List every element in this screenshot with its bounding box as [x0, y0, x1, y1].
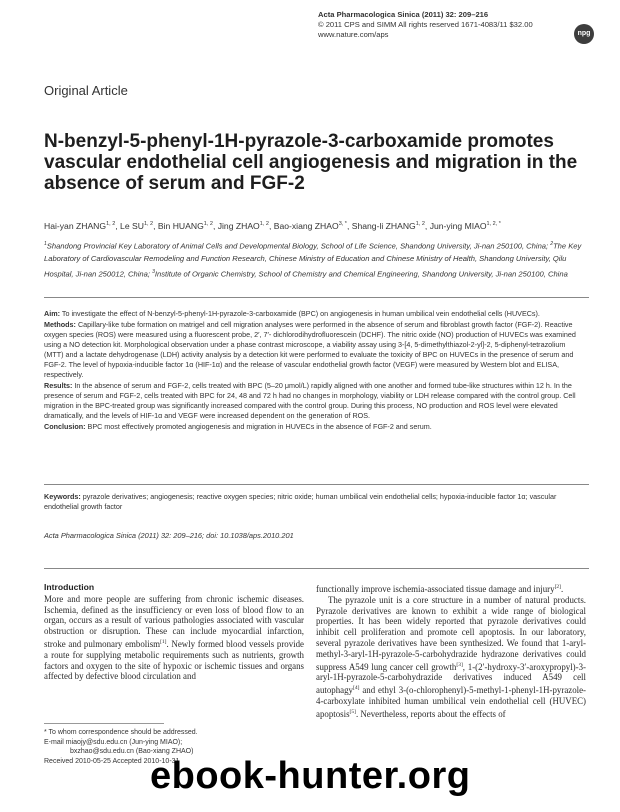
email-1[interactable]: E-mail miaojy@sdu.edu.cn (Jun-ying MIAO); — [44, 738, 183, 746]
keywords-text: pyrazole derivatives; angiogenesis; reactive oxygen species; nitric oxide; human umbilical vein endothelial cells; hypoxia-inducible factor 1α; vascular endothelial growth factor — [44, 492, 557, 511]
conclusion-text: BPC most effectively promoted angiogenesis and migration in HUVECs in the absence of FGF-2 and serum. — [85, 422, 432, 431]
affiliations: $^1$Shandong Provincial Key Laboratory of Animal Cells and Developmental Biology, School of Life Science, Shandong University, Ji-nan 250100, China; $^2$The Key Laboratory of Cardiovascular Remodeling and Function Research, Chinese Ministry of Education and Chinese Ministry of Health, Shandong University, Qilu Hospital, Ji-nan 250012, China; $^3$Institute of Organic Chemistry, School of Chemistry and Chemical Engineering, Shandong University, Ji-nan 250100, China — [44, 241, 582, 279]
author: Bin HUANG — [157, 220, 204, 231]
email-2[interactable]: bxzhao@sdu.edu.cn (Bao-xiang ZHAO) — [70, 748, 194, 755]
reference[interactable]: [2] — [554, 584, 561, 590]
aim-label: Aim: — [44, 309, 60, 318]
aim-text: To investigate the effect of N-benzyl-5-phenyl-1H-pyrazole-3-carboxamide (BPC) on angiogenesis in human umbilical vein endothelial cells (HUVECs). — [59, 309, 540, 318]
section-label: Original Article — [44, 83, 128, 98]
reference[interactable]: [4] — [352, 685, 360, 692]
correspondence-note: * To whom correspondence should be addressed. — [44, 729, 198, 736]
affiliation-3: Institute of Organic Chemistry, School of Chemistry and Chemical Engineering, Shandong University, Ji-nan 250100, China — [154, 269, 568, 279]
conclusion-label: Conclusion: — [44, 422, 86, 431]
results-text: In the absence of serum and FGF-2, cells treated with BPC (5–20 μmol/L) rapidly aligned with one another and formed tube-like structures within 12 h. In the presence of serum and FGF-2, cells treated with BPC for 24, 48 and 72 h had no changes in morphology, viability or LDH release compared with the control group. Cell migration in the BPC-treated group was significantly increased compared with the control group. During this process, NO production and ROS level were elevated dramatically, and the levels of HIF-1α and VEGF were increased dependent on the generation of ROS. — [44, 381, 576, 420]
author: Jun-ying MIAO — [429, 220, 487, 231]
copyright-line: © 2011 CPS and SIMM All rights reserved 1671-4083/11 $32.00 — [318, 20, 533, 29]
abstract — [44, 309, 586, 433]
citation-line: Acta Pharmacologica Sinica (2011) 32: 209–216; doi: 10.1038/aps.2010.201 — [44, 531, 294, 540]
divider — [44, 297, 589, 298]
keywords-label: Keywords: — [44, 492, 81, 501]
paragraph: The pyrazole unit is a core structure in a number of natural products. Pyrazole derivatives are known to exhibit a wide range of biological properties. It has been widely reported that pyrazole derivatives could inhibit cell proliferation and promote cell apoptosis. In our laboratory, several pyrazole derivatives have been synthesized. We found that 1-aryl-methyl-3-aryl-1H-pyrazole-5-carbohydrazide hydrazone derivatives could suppress A549 lung cancer cell growth[3], 1-(2′-hydroxy-3′-aroxypropyl)-3-aryl-1H-pyrazole-5-carbohydrazide derivatives induced A549 cell autophagy[4] and ethyl 3-(o-chlorophenyl)-5-methyl-1-phenyl-1H-pyrazole-4-carboxylate inhibited human umbilical vein endothelial cell (HUVEC) apoptosis[5]. Nevertheless, reports about the effects of — [316, 594, 586, 719]
divider — [44, 568, 589, 569]
keywords — [44, 492, 584, 512]
methods-text: Capillary-like tube formation on matrigel and cell migration analyses were performed in the absence of serum and fibroblast growth factor (FGF-2). Reactive oxygen species (ROS) were measured using a fluorescent probe, 2′, 7′- dichlorodihydrofluorescein (DCHF). The nitric oxide (NO) production of HUVECs was examined using a NO detection kit. Morphological observation under a phase contrast microscope, a viability assay using 3-[4, 5-dimethylthiazol-2-yl]-2, 5-diphenyl-tetrazolium (MTT) and a lactate dehydrogenase (LDH) activity analysis by a detection kit were performed to evaluate the toxicity of BPC on HUVECs in the presence of serum and FGF-2. The level of hypoxia-inducible factor 1α (HIF-1α) and the release of vascular endothelial growth factor (VEGF) were measured by Western blot and ELISA, respectively. — [44, 320, 576, 379]
received-dates: Received 2010-05-25 Accepted 2010-10-31 — [44, 757, 180, 765]
journal-url[interactable]: www.nature.com/aps — [318, 30, 389, 39]
author: Hai-yan ZHANG — [44, 220, 107, 231]
section-heading: Introduction — [44, 582, 95, 592]
author: Shang-li ZHANG — [351, 220, 416, 231]
paragraph: functionally improve ischemia-associated tissue damage and injury[2]. — [316, 583, 564, 594]
divider — [44, 484, 589, 485]
author: Bao-xiang ZHAO — [273, 220, 339, 231]
footnote-divider — [44, 723, 164, 724]
body-column-right — [316, 582, 586, 719]
affiliation-1: Shandong Provincial Key Laboratory of Animal Cells and Developmental Biology, School of Life Science, Shandong University, Ji-nan 250100, China; — [46, 241, 551, 251]
watermark-text: ebook-hunter.org — [150, 755, 471, 797]
results-label: Results: — [44, 381, 73, 390]
journal-header — [318, 10, 533, 40]
article-title: N-benzyl-5-phenyl-1H-pyrazole-3-carboxamide promotes vascular endothelial cell angiogenesis and migration in the absence of serum and FGF-2 — [44, 131, 578, 194]
reference[interactable]: [3] — [456, 661, 463, 668]
author-list: Hai-yan ZHANG$^{1, 2}$, Le SU$^{1, 2}$, Bin HUANG$^{1, 2}$, Jing ZHAO$^{1, 2}$, Bao-xiang $ZHAO^{3, *}$, Shang-li ZHANG$^{1, 2}$, Jun-ying $MIAO^{1, 2, *}$ — [44, 220, 501, 231]
reference[interactable]: [1] — [160, 638, 167, 645]
paragraph: More and more people are suffering from chronic ischemic diseases. Ischemia, defined as the insufficiency or even loss of blood flow to an organ, occurs as a result of various pathologies associated with vascular obstruction or disruption. These can include myocardial infarction, stroke and pulmonary embolism[1]. Newly formed blood vessels provide a route for supplying metabolic requirements such as nutrients, growth factors and oxygen to the site of hypoxic or ischemic tissues and organs affected by defective blood circulation and — [44, 593, 304, 682]
affiliation-2: The Key Laboratory of Cardiovascular Remodeling and Function Research, Chinese Ministry of Education and Chinese Ministry of Health, Shandong University, Qilu Hospital, Ji-nan 250012, China; — [44, 241, 582, 279]
journal-citation-line: Acta Pharmacologica Sinica (2011) 32: 209–216 — [318, 10, 489, 19]
reference[interactable]: [5] — [349, 708, 356, 715]
methods-label: Methods: — [44, 320, 76, 329]
author: Le SU — [120, 220, 144, 231]
npg-logo: npg — [574, 24, 594, 44]
body-column-left — [44, 582, 304, 682]
author: Jing ZHAO — [217, 220, 260, 231]
